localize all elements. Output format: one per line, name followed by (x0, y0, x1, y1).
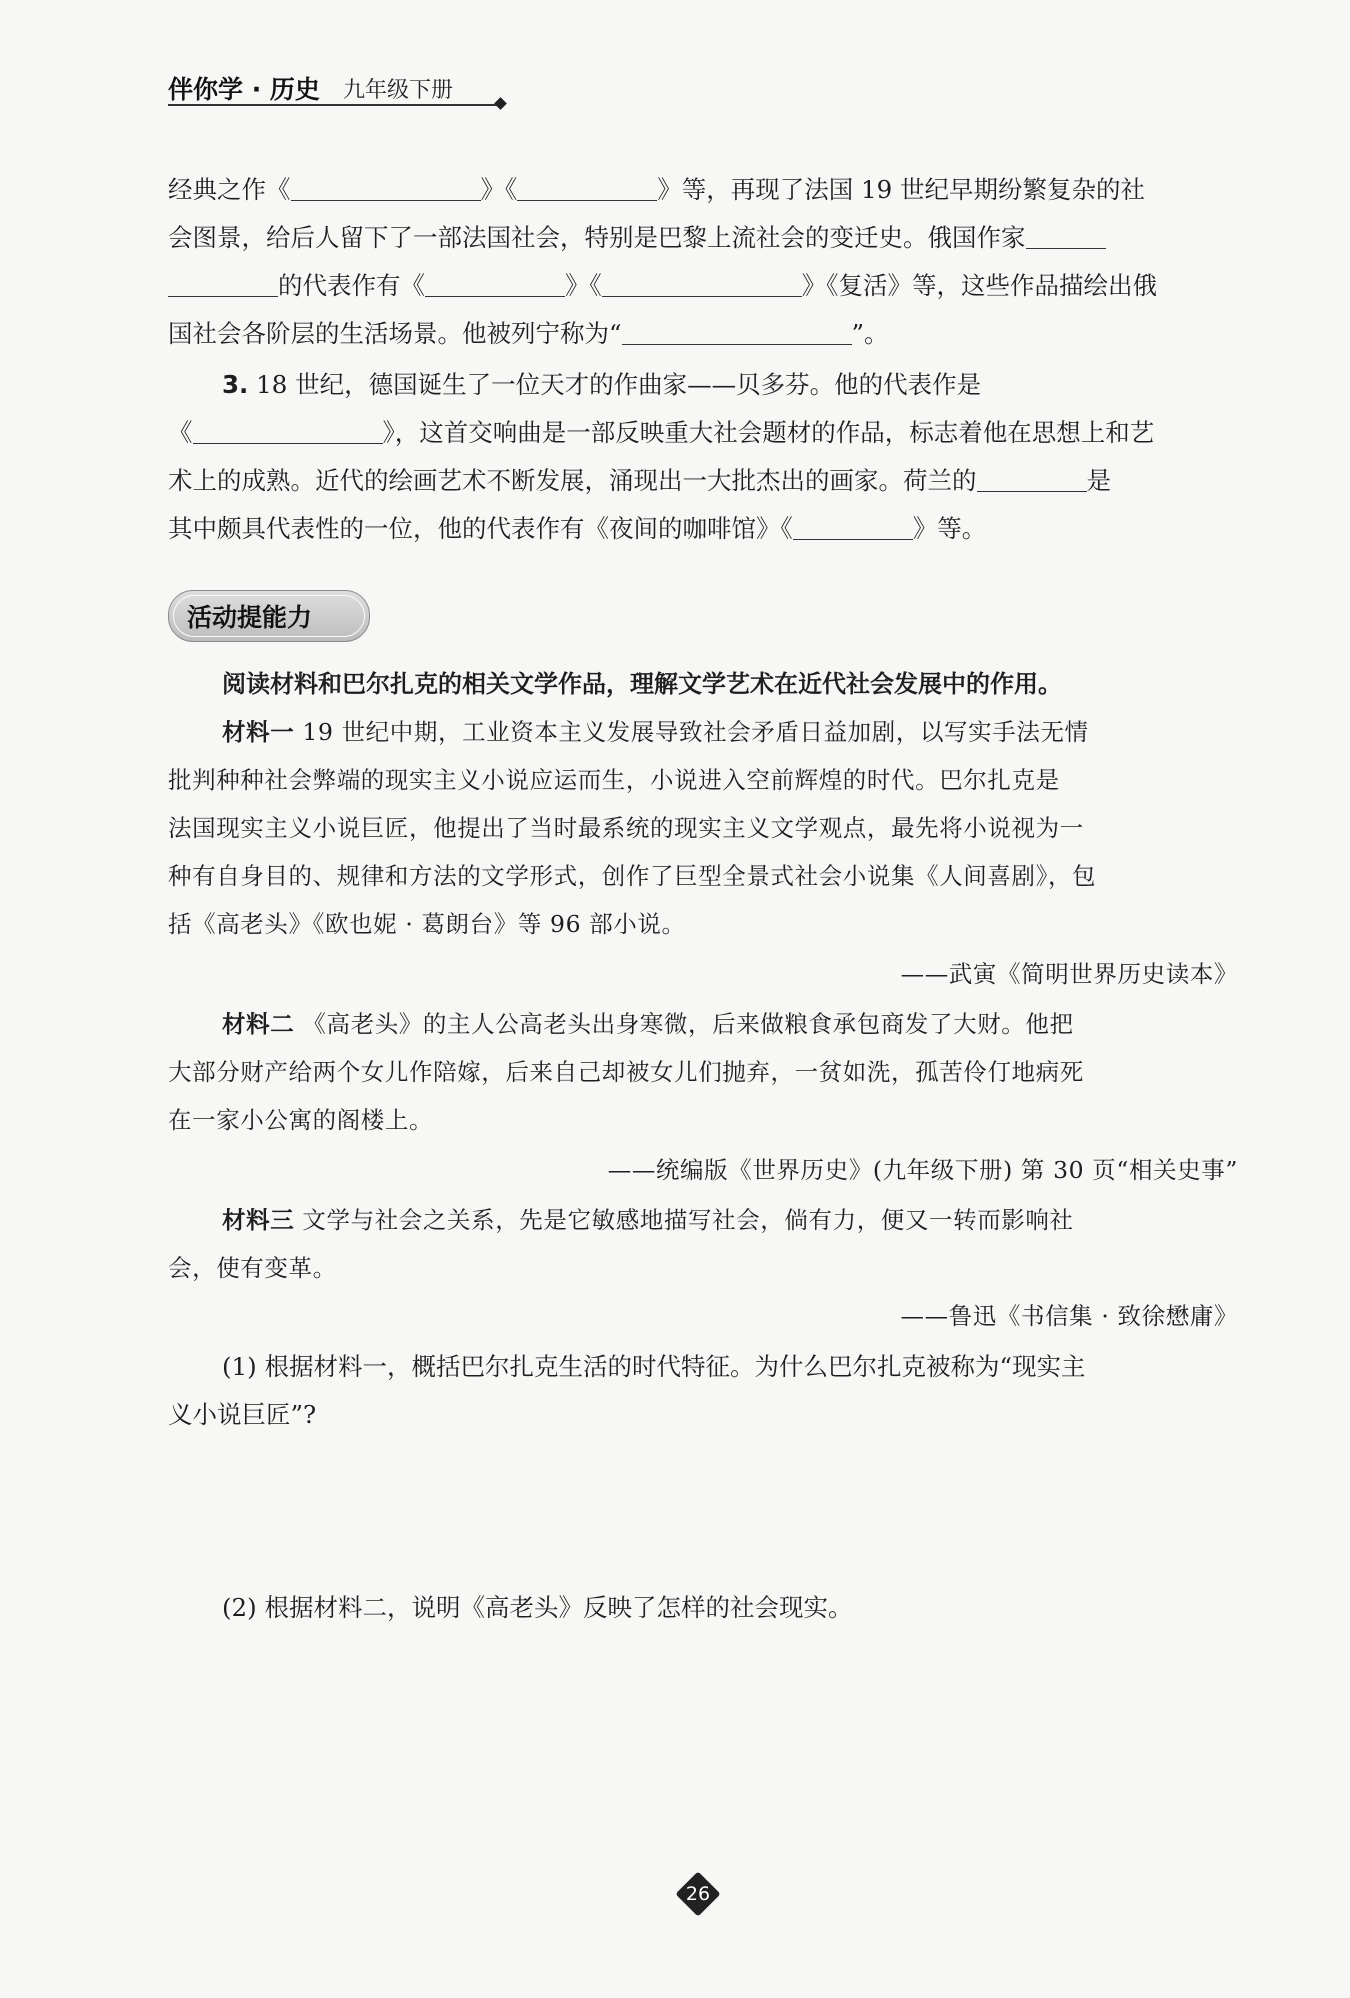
answer-blank[interactable] (622, 320, 852, 345)
text: 》，这首交响曲是一部反映重大社会题材的作品，标志着他在思想上和艺 (382, 418, 1155, 447)
page-number-badge (676, 1872, 720, 1916)
subquestion-1-line-2: 义小说巨匠”? (168, 1400, 317, 1429)
text: ”。 (851, 319, 889, 348)
activity-instruction: 阅读材料和巴尔扎克的相关文学作品，理解文学艺术在近代社会发展中的作用。 (222, 670, 1062, 698)
material-1-source: ——武寅《简明世界历史读本》 (900, 960, 1238, 988)
section-tag-label: 活动提能力 (187, 603, 313, 632)
material-3-line-1 (222, 1200, 1238, 1240)
text: 是 (1086, 466, 1111, 495)
text: 经典之作《 (168, 175, 291, 204)
answer-blank[interactable] (793, 515, 913, 540)
text: 》《复活》等，这些作品描绘出俄 (801, 271, 1157, 300)
text: 国社会各阶层的生活场景。他被列宁称为“ (168, 319, 622, 348)
answer-blank[interactable] (1026, 224, 1106, 249)
material-1-line-3: 法国现实主义小说巨匠，他提出了当时最系统的现实主义文学观点，最先将小说视为一 (168, 814, 1084, 842)
header-rule (168, 104, 500, 106)
subquestion-1-line-1: (1) 根据材料一，概括巴尔扎克生活的时代特征。为什么巴尔扎克被称为“现实主 (222, 1352, 1086, 1381)
page-header (168, 70, 513, 116)
material-2-line-1 (222, 1004, 1238, 1044)
answer-blank[interactable] (168, 272, 278, 297)
answer-blank[interactable] (977, 467, 1087, 492)
answer-blank[interactable] (193, 419, 383, 444)
text: 其中颇具代表性的一位，他的代表作有《夜间的咖啡馆》《 (168, 514, 793, 543)
material-2-line-3: 在一家小公寓的阁楼上。 (168, 1106, 434, 1134)
text: 》等。 (912, 514, 987, 543)
subquestion-2-line-1: (2) 根据材料二，说明《高老头》反映了怎样的社会现实。 (222, 1593, 853, 1622)
material-3-source: ——鲁迅《书信集 · 致徐懋庸》 (900, 1302, 1238, 1330)
answer-blank[interactable] (291, 176, 481, 201)
q3-line-3 (168, 461, 1238, 501)
material-2-line-2: 大部分财产给两个女儿作陪嫁，后来自己却被女儿们抛弃，一贫如洗，孤苦伶仃地病死 (168, 1058, 1084, 1086)
q3-line-1 (222, 365, 1238, 405)
text: 《高老头》的主人公高老头出身寒微，后来做粮食承包商发了大财。他把 (302, 1010, 1074, 1038)
q3-line-2 (168, 413, 1238, 453)
answer-blank[interactable] (517, 176, 657, 201)
material-2-label: 材料二 (222, 1010, 295, 1038)
material-1-line-5: 括《高老头》《欧也妮 · 葛朗台》等 96 部小说。 (168, 910, 686, 938)
q2-line-4 (168, 314, 1238, 354)
material-3-line-2: 会，使有变革。 (168, 1254, 337, 1282)
text: 《 (168, 418, 193, 447)
material-1-line-2: 批判种种社会弊端的现实主义小说应运而生，小说进入空前辉煌的时代。巴尔扎克是 (168, 766, 1060, 794)
question-number: 3. (222, 370, 249, 399)
text: 19 世纪中期，工业资本主义发展导致社会矛盾日益加剧，以写实手法无情 (302, 718, 1089, 746)
q2-line-1 (168, 170, 1238, 210)
text: 18 世纪，德国诞生了一位天才的作曲家——贝多芬。他的代表作是 (256, 370, 982, 399)
page-number: 26 (685, 1883, 711, 1905)
text: 》《 (565, 271, 602, 300)
text: 》《 (480, 175, 518, 204)
material-1-line-4: 种有自身目的、规律和方法的文学形式，创作了巨型全景式社会小说集《人间喜剧》，包 (168, 862, 1097, 890)
material-2-source: ——统编版《世界历史》(九年级下册) 第 30 页“相关史事” (607, 1156, 1238, 1184)
material-1-line-1 (222, 712, 1238, 752)
text: 术上的成熟。近代的绘画艺术不断发展，涌现出一大批杰出的画家。荷兰的 (168, 466, 977, 495)
material-1-label: 材料一 (222, 718, 295, 746)
text: 的代表作有《 (278, 271, 425, 300)
header-diamond-icon (494, 97, 507, 110)
text: 文学与社会之关系，先是它敏感地描写社会，倘有力，便又一转而影响社 (302, 1206, 1074, 1234)
material-3-label: 材料三 (222, 1206, 295, 1234)
text: 会图景，给后人留下了一部法国社会，特别是巴黎上流社会的变迁史。俄国作家 (168, 223, 1026, 252)
answer-blank[interactable] (602, 272, 802, 297)
text: 》等，再现了法国 19 世纪早期纷繁复杂的社 (657, 175, 1145, 204)
section-tag (168, 590, 370, 642)
answer-blank[interactable] (425, 272, 565, 297)
q2-line-3 (168, 266, 1238, 306)
q2-line-2 (168, 218, 1238, 258)
book-title: 伴你学 · 历史 (168, 75, 320, 104)
book-volume: 九年级下册 (343, 78, 454, 103)
q3-line-4 (168, 509, 1238, 549)
